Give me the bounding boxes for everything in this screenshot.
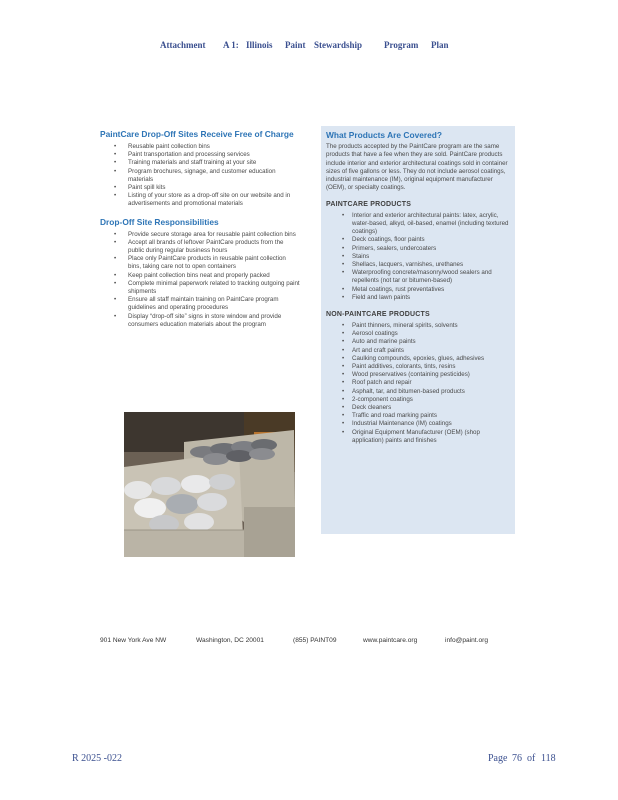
list-item: • Paint thinners, mineral spirits, solvents	[326, 322, 510, 330]
list-item: • Display “drop-off site” signs in store window and provide consumers education materials about the program	[100, 313, 300, 329]
list-item: • Paint spill kits	[100, 184, 300, 192]
responsibilities-heading: Drop-Off Site Responsibilities	[100, 216, 219, 227]
page-label: Page	[488, 753, 508, 764]
list-item: • Wood preservatives (containing pesticides)	[326, 371, 510, 379]
page-header	[0, 40, 618, 54]
paintcare-products-list	[326, 212, 510, 302]
email-link[interactable]: info@paint.org	[445, 637, 488, 644]
list-item: • Industrial Maintenance (IM) coatings	[326, 420, 510, 428]
list-item: • Keep paint collection bins neat and properly packed	[100, 272, 300, 280]
phone-number: (855) PAINT09	[293, 637, 337, 644]
list-item: • Field and lawn paints	[326, 294, 510, 302]
website-link[interactable]: www.paintcare.org	[363, 637, 418, 644]
list-item: • Paint transportation and processing services	[100, 151, 300, 159]
paintcare-products-heading: PAINTCARE PRODUCTS	[326, 200, 412, 208]
header-a1: A 1:	[223, 40, 239, 50]
paint-bins-photo	[124, 412, 295, 557]
list-item: • Asphalt, tar, and bitumen-based products	[326, 388, 510, 396]
list-item: • Primers, sealers, undercoaters	[326, 245, 510, 253]
header-paint: Paint	[285, 40, 306, 50]
contact-footer	[0, 637, 618, 647]
list-item: • Provide secure storage area for reusable paint collection bins	[100, 231, 300, 239]
list-item: • Deck cleaners	[326, 404, 510, 412]
document-id: R 2025 -022	[72, 753, 122, 764]
list-item: • Auto and marine paints	[326, 338, 510, 346]
list-item: • Interior and exterior architectural paints: latex, acrylic, water-based, alkyd, oil-based, enamel (including textured coatings)	[326, 212, 510, 237]
page-footer	[0, 753, 618, 767]
non-paintcare-products-heading: NON-PAINTCARE PRODUCTS	[326, 311, 430, 319]
list-item: • Place only PaintCare products in reusable paint collection bins, taking care not to open containers	[100, 255, 300, 271]
dropoff-free-list	[100, 143, 300, 209]
header-plan: Plan	[431, 40, 449, 50]
list-item: • Deck coatings, floor paints	[326, 236, 510, 244]
street-address: 901 New York Ave NW	[100, 637, 167, 644]
list-item: • Accept all brands of leftover PaintCare products from the public during regular business hours	[100, 239, 300, 255]
products-covered-heading: What Products Are Covered?	[326, 130, 443, 140]
list-item: • Complete minimal paperwork related to tracking outgoing paint shipments	[100, 280, 300, 296]
list-item: • Metal coatings, rust preventatives	[326, 286, 510, 294]
page-total: 118	[541, 753, 556, 764]
header-stewardship: Stewardship	[314, 40, 363, 50]
responsibilities-list	[100, 231, 300, 329]
list-item: • Traffic and road marking paints	[326, 412, 510, 420]
list-item: • Listing of your store as a drop-off site on our website and in advertisements and promotional materials	[100, 192, 300, 208]
page-number: 76	[512, 753, 522, 764]
header-attachment: Attachment	[160, 40, 206, 50]
list-item: • Original Equipment Manufacturer (OEM) (shop application) paints and finishes	[326, 429, 510, 445]
list-item: • 2-component coatings	[326, 396, 510, 404]
list-item: • Shellacs, lacquers, varnishes, urethanes	[326, 261, 510, 269]
list-item: • Program brochures, signage, and customer education materials	[100, 168, 300, 184]
list-item: • Ensure all staff maintain training on PaintCare program guidelines and operating procedures	[100, 296, 300, 312]
list-item: • Waterproofing concrete/masonry/wood sealers and repellents (not tar or bitumen-based)	[326, 269, 510, 285]
city-address: Washington, DC 20001	[196, 637, 264, 644]
list-item: • Stains	[326, 253, 510, 261]
non-paintcare-products-list	[326, 322, 510, 445]
page-of-label: of	[527, 753, 536, 764]
list-item: • Art and craft paints	[326, 347, 510, 355]
list-item: • Paint additives, colorants, tints, resins	[326, 363, 510, 371]
list-item: • Reusable paint collection bins	[100, 143, 300, 151]
dropoff-free-heading: PaintCare Drop-Off Sites Receive Free of Charge	[100, 129, 294, 139]
products-panel	[321, 126, 515, 534]
list-item: • Caulking compounds, epoxies, glues, adhesives	[326, 355, 510, 363]
header-illinois: Illinois	[246, 40, 273, 50]
list-item: • Roof patch and repair	[326, 379, 510, 387]
list-item: • Training materials and staff training at your site	[100, 159, 300, 167]
list-item: • Aerosol coatings	[326, 330, 510, 338]
left-column	[100, 129, 300, 337]
header-program: Program	[384, 40, 419, 50]
products-intro: The products accepted by the PaintCare program are the same products that have a fee when they are sold. PaintCare products include interior and exterior architectural coatings sold in container sizes of five gallons or less. They do not include aerosol coatings, industrial maintenance (IM), original equipment manufacturer (OEM), or specialty coatings.	[326, 143, 508, 192]
